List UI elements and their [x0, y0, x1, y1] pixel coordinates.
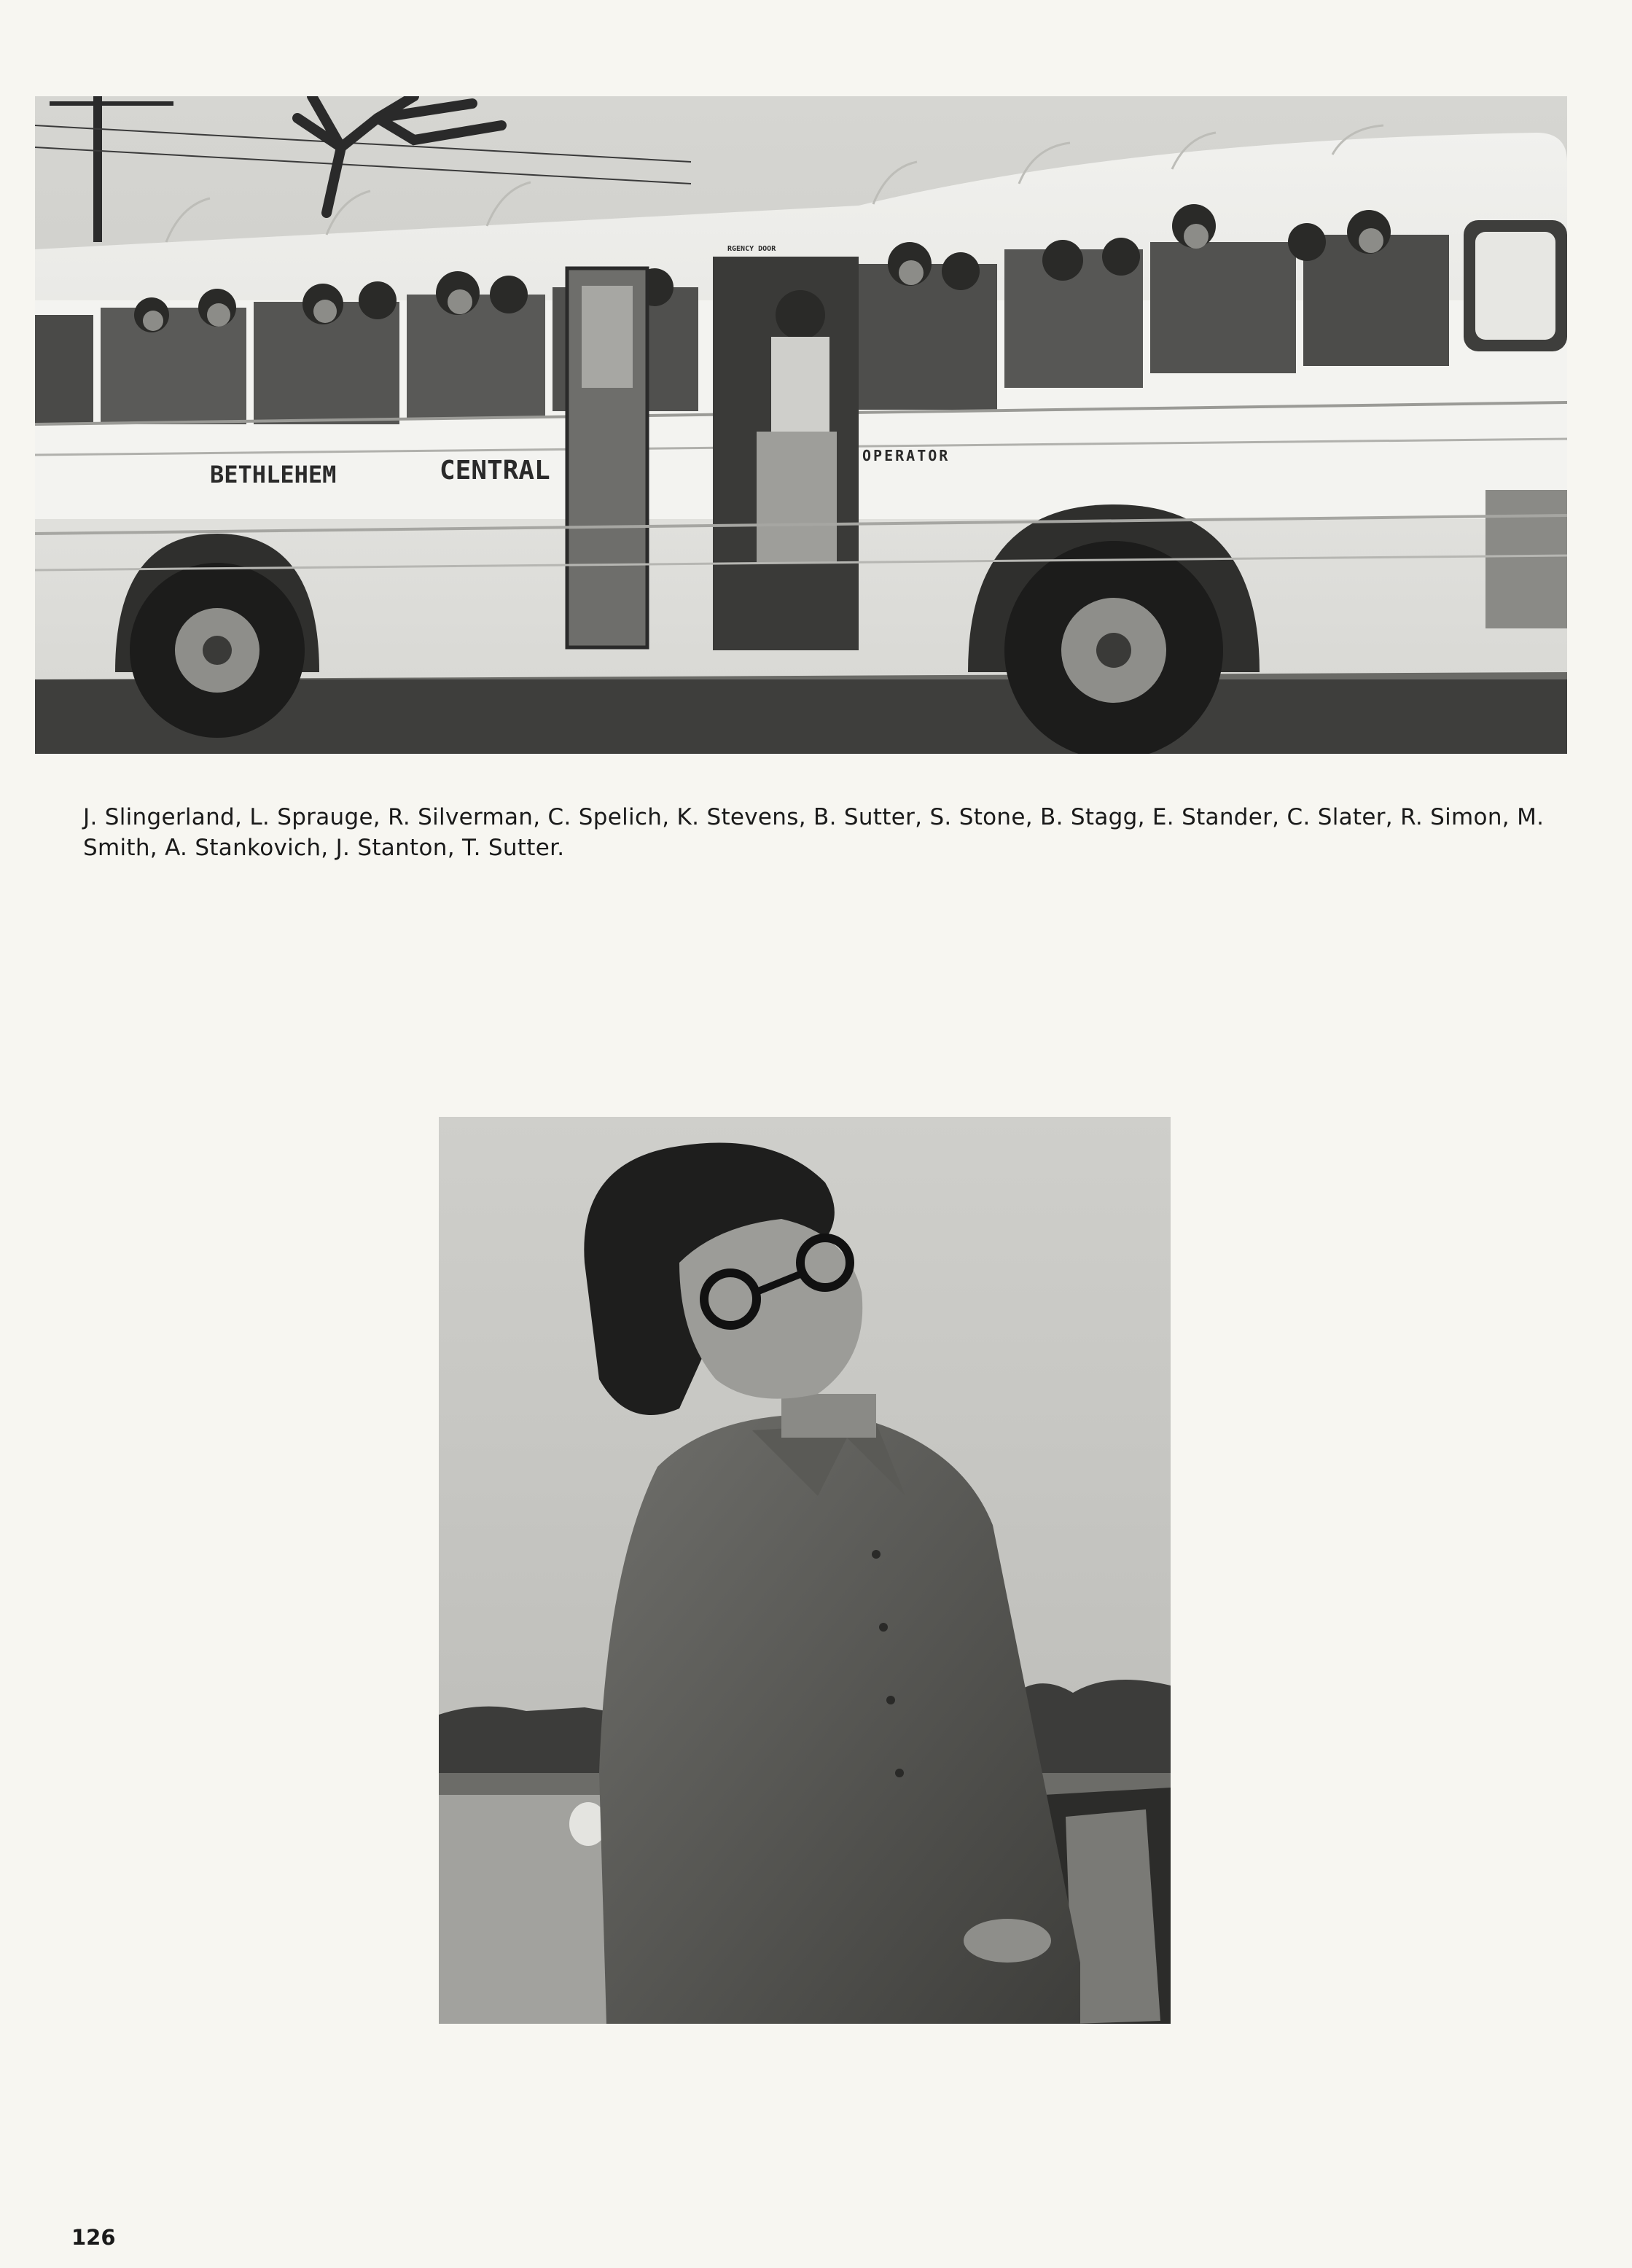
bus-label-central: CENTRAL [440, 456, 550, 486]
bus-illustration [35, 96, 1567, 754]
page-number: 126 [71, 2225, 116, 2250]
bus-label-door: RGENCY DOOR [727, 245, 776, 253]
bus-label-operator: OPERATOR [862, 447, 950, 464]
portrait-illustration [439, 1117, 1171, 2024]
bus-photo [35, 96, 1567, 754]
bus-label-bethlehem: BETHLEHEM [210, 461, 337, 488]
photo-caption: J. Slingerland, L. Sprauge, R. Silverman, C. Spelich, K. Stevens, B. Sutter, S. Stone, B. Stagg, E. Stander, C. Slater, R. Simon, M. Smith, A. Stankovich, J. Stanton, T. Sutter. [83, 804, 1545, 861]
portrait-photo [439, 1117, 1171, 2024]
